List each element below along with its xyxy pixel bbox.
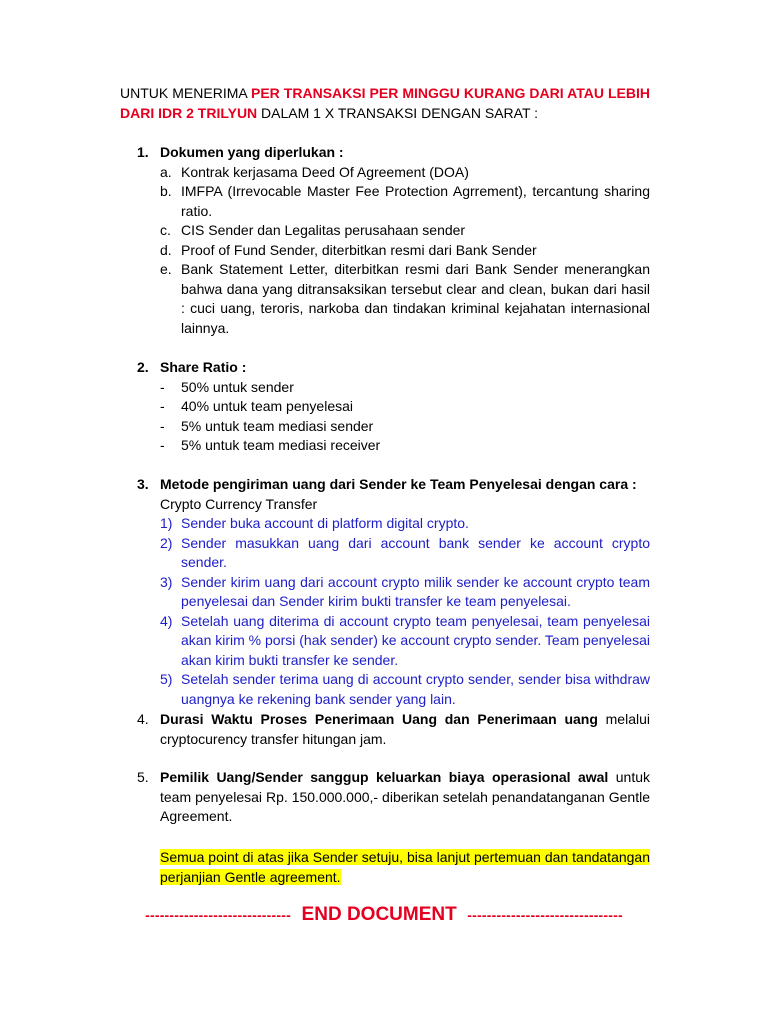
list-item (137, 260, 650, 338)
section-number: 2. (137, 359, 149, 375)
list-marker: - (160, 437, 165, 453)
intro-suffix: DALAM 1 X TRANSAKSI DENGAN SARAT : (257, 104, 539, 121)
section-title: Metode pengiriman uang dari Sender ke Team Penyelesai dengan cara : (160, 476, 637, 492)
list-text: Setelah sender terima uang di account crypto sender, sender bisa withdraw uangnya ke rekening bank sender yang lain. (181, 671, 650, 707)
list-marker: c. (160, 222, 171, 238)
list-item (137, 221, 650, 241)
section-number: 1. (137, 144, 149, 160)
list-item (137, 534, 650, 573)
list-marker: 2) (160, 534, 173, 551)
section-title: Dokumen yang diperlukan : (160, 144, 344, 160)
end-dashes-left: ------------------------------ (145, 907, 291, 923)
list-item (137, 573, 650, 612)
section-title: Pemilik Uang/Sender sanggup keluarkan biaya operasional awal (160, 769, 609, 785)
list-item (137, 612, 650, 671)
section-rest: untuk team penyelesai Rp. 150.000.000,- diberikan setelah penandatanganan Gentle Agreement. (160, 769, 650, 824)
section-number: 5. (137, 769, 149, 785)
section-number: 3. (137, 476, 149, 492)
section-title: Share Ratio : (160, 359, 247, 375)
list-marker: 3) (160, 573, 173, 590)
section-text (160, 710, 650, 749)
list-item (137, 241, 650, 261)
list-item (137, 378, 650, 398)
list-item (137, 670, 650, 709)
list-text: 5% untuk team mediasi sender (181, 417, 374, 434)
list-text: Setelah uang diterima di account crypto team penyelesai, team penyelesai akan kirim % porsi (hak sender) ke account crypto sender. Team penyelesai akan kirim bukti transfer ke sender. (181, 612, 650, 668)
list-item (137, 163, 650, 183)
list-marker: 4) (160, 612, 173, 629)
section-share-ratio (137, 358, 650, 456)
section-text (160, 768, 650, 827)
list-text: CIS Sender dan Legalitas perusahaan sender (181, 222, 466, 238)
section-title: Durasi Waktu Proses Penerimaan Uang dan Penerimaan uang (160, 711, 598, 727)
list-marker: - (160, 398, 165, 414)
list-text: Bank Statement Letter, diterbitkan resmi dari Bank Sender menerangkan bahwa dana yang ditransaksikan tersebut clear and clean, bukan dari hasil : cuci uang, teroris, narkoba dan tindakan kriminal kejahatan internasional lainnya. (181, 261, 650, 336)
list-marker: 1) (160, 515, 173, 531)
list-item (137, 514, 650, 534)
section-duration (137, 710, 650, 749)
list-item (137, 397, 650, 417)
list-marker: 5) (160, 671, 173, 687)
intro-highlight: PER TRANSAKSI PER MINGGU KURANG DARI ATAU LEBIH DARI IDR 2 TRILYUN (120, 85, 650, 121)
list-marker: - (160, 417, 165, 434)
end-label: END DOCUMENT (301, 904, 457, 925)
list-text: 40% untuk team penyelesai (181, 398, 353, 414)
document-list (137, 163, 650, 339)
list-item (137, 417, 650, 437)
note-text: Semua point di atas jika Sender setuju, bisa lanjut pertemuan dan tandatangan perjanjian Gentle agreement. (160, 849, 650, 885)
section-number: 4. (137, 711, 149, 727)
end-document-marker (0, 904, 768, 926)
highlighted-note (160, 847, 650, 887)
list-item (137, 182, 650, 221)
list-text: Sender buka account di platform digital crypto. (181, 515, 469, 531)
list-text: 50% untuk sender (181, 378, 294, 395)
section-transfer-method (137, 475, 650, 709)
section-operational-cost (137, 768, 650, 827)
intro-prefix: UNTUK MENERIMA (120, 85, 251, 101)
list-text: Kontrak kerjasama Deed Of Agreement (DOA) (181, 163, 469, 180)
list-item (137, 436, 650, 456)
list-marker: b. (160, 183, 172, 199)
list-marker: a. (160, 163, 172, 180)
list-marker: - (160, 378, 165, 395)
share-ratio-list (137, 378, 650, 456)
end-dashes-right: -------------------------------- (467, 907, 623, 923)
transfer-steps-list (137, 514, 650, 709)
list-text: Sender kirim uang dari account crypto milik sender ke account crypto team penyelesai dan Sender kirim bukti transfer ke team penyelesai. (181, 573, 650, 609)
list-text: Proof of Fund Sender, diterbitkan resmi dari Bank Sender (181, 241, 537, 258)
list-marker: d. (160, 241, 172, 258)
section-documents (137, 143, 650, 338)
intro-paragraph (120, 84, 650, 123)
list-text: Sender masukkan uang dari account bank sender ke account crypto sender. (181, 534, 650, 570)
list-text: 5% untuk team mediasi receiver (181, 437, 381, 453)
list-text: IMFPA (Irrevocable Master Fee Protection Agrrement), tercantung sharing ratio. (181, 183, 650, 219)
section-rest: melalui cryptocurency transfer hitungan jam. (160, 711, 650, 747)
section-subtitle: Crypto Currency Transfer (160, 495, 318, 512)
list-marker: e. (160, 261, 172, 277)
